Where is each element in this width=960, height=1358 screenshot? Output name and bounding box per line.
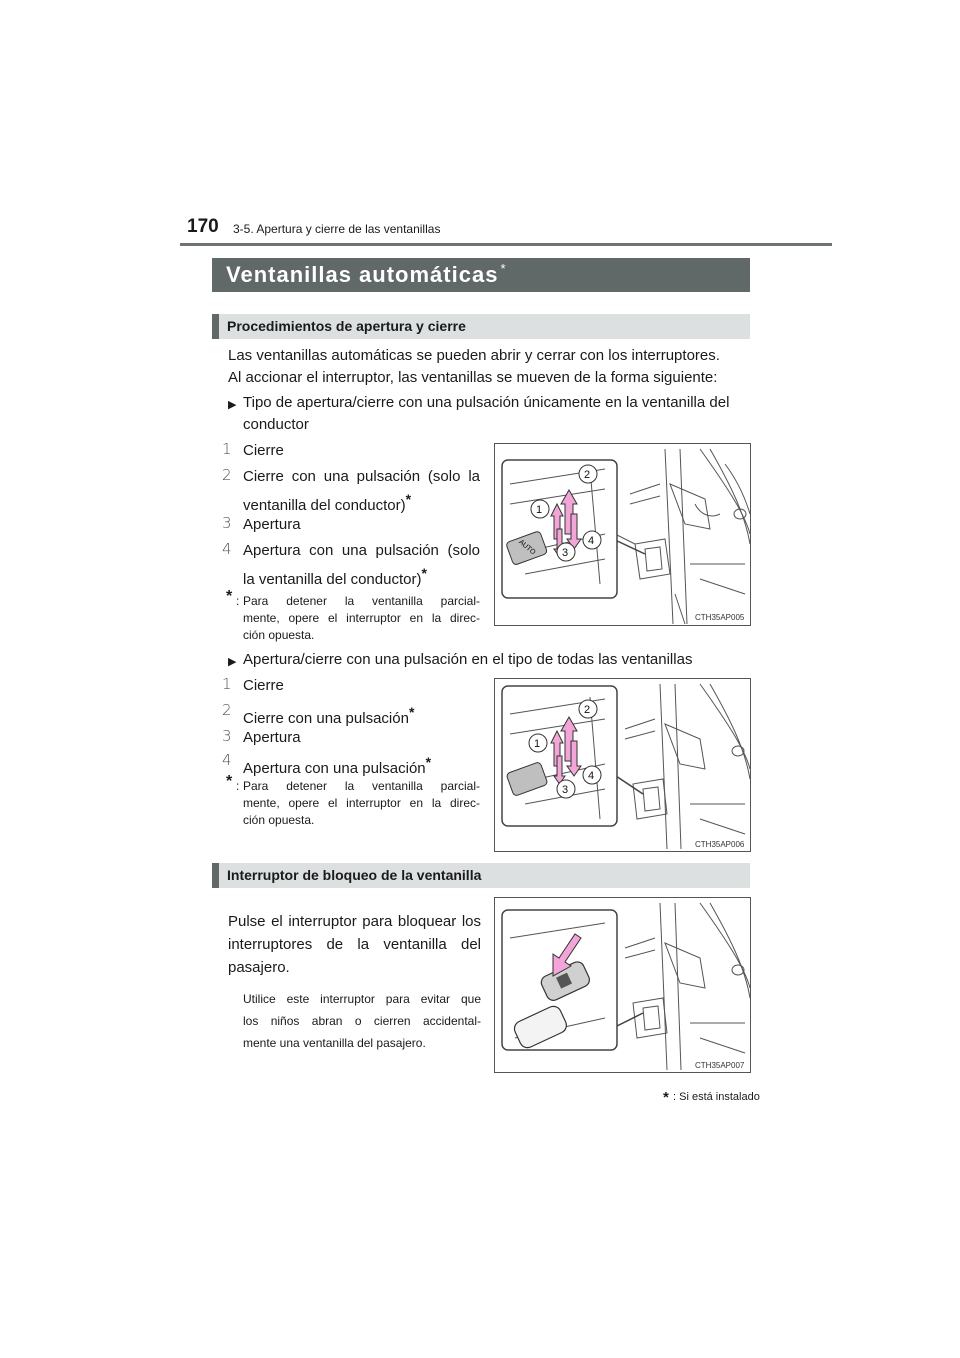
note-line: ción opuesta. xyxy=(243,628,315,642)
page-number: 170 xyxy=(187,216,219,237)
intro-line-1: Las ventanillas automáticas se pueden abrir y cerrar con los interruptores. xyxy=(228,347,720,364)
callout-1: 1 xyxy=(536,504,543,516)
lock-note-line: Utilice este interruptor para evitar que xyxy=(243,992,481,1006)
illustration-all-windows-switch xyxy=(494,678,751,852)
callout-2: 2 xyxy=(584,704,591,716)
footer-asterisk: * xyxy=(663,1089,669,1106)
list-item-text: Cierre con una pulsación xyxy=(243,710,409,727)
list-item-text-cont xyxy=(243,701,414,730)
bullet-1-line-2: conductor xyxy=(243,416,309,433)
note-colon: : xyxy=(236,594,240,608)
list-number: 2 xyxy=(222,466,232,484)
note-line: Para detener la ventanilla parcial- xyxy=(243,779,480,793)
list-item-text-cont xyxy=(243,751,431,780)
asterisk: * xyxy=(405,491,412,507)
lock-note-line: los niños abran o cierren accidental- xyxy=(243,1014,481,1028)
subsection-heading-procedures: Procedimientos de apertura y cierre xyxy=(212,314,750,339)
note-colon: : xyxy=(236,779,240,793)
callout-4: 4 xyxy=(588,770,595,782)
list-number: 2 xyxy=(222,701,232,719)
bullet-1-line-1: Tipo de apertura/cierre con una pulsación únicamente en la ventanilla del xyxy=(243,394,730,411)
illustration-svg xyxy=(495,444,750,625)
list-item-text-cont xyxy=(243,562,427,591)
asterisk: * xyxy=(421,565,427,581)
asterisk: * xyxy=(408,704,415,720)
section-title-text: Ventanillas automáticas xyxy=(226,262,499,287)
illustration-lock-switch xyxy=(494,897,751,1073)
bullet-triangle-icon: ▶ xyxy=(228,656,237,668)
list-item-text-cont xyxy=(243,488,411,517)
list-item-text: Apertura con una pulsación (solo xyxy=(243,542,480,559)
list-item-text: Apertura xyxy=(243,516,301,533)
subsection-heading-lock: Interruptor de bloqueo de la ventanilla xyxy=(212,863,750,888)
list-item-text: la ventanilla del conductor) xyxy=(243,571,422,588)
list-number: 1 xyxy=(222,675,232,693)
callout-1: 1 xyxy=(534,738,541,750)
list-item-text: Cierre xyxy=(243,677,284,694)
list-number: 4 xyxy=(222,540,232,558)
callout-4: 4 xyxy=(588,535,595,547)
list-item-text: ventanilla del conductor) xyxy=(243,497,406,514)
lock-note-line: mente una ventanilla del pasajero. xyxy=(243,1036,426,1050)
bullet-2: Apertura/cierre con una pulsación en el tipo de todas las ventanillas xyxy=(243,651,693,668)
lock-paragraph-line: pasajero. xyxy=(228,959,290,976)
list-item-text: Cierre xyxy=(243,442,284,459)
asterisk: * xyxy=(425,754,432,770)
bullet-triangle-icon: ▶ xyxy=(228,399,237,411)
lock-paragraph-line: Pulse el interruptor para bloquear los xyxy=(228,913,481,930)
note-line: mente, opere el interruptor en la direc- xyxy=(243,611,480,625)
note-asterisk: * xyxy=(226,588,233,605)
section-title xyxy=(212,258,750,292)
footer-note: : Si está instalado xyxy=(673,1091,760,1103)
list-item-text: Cierre con una pulsación (solo la xyxy=(243,468,480,485)
note-line: Para detener la ventanilla parcial- xyxy=(243,594,480,608)
list-item-text: Apertura con una pulsación xyxy=(243,760,426,777)
title-asterisk: * xyxy=(500,261,507,276)
intro-line-2: Al accionar el interruptor, las ventanillas se mueven de la forma siguiente: xyxy=(228,369,718,386)
image-code: CTH35AP007 xyxy=(695,1061,745,1070)
image-code: CTH35AP005 xyxy=(695,613,745,622)
list-number: 3 xyxy=(222,727,232,745)
illustration-svg xyxy=(495,679,750,851)
auto-label: AUTO xyxy=(517,538,537,557)
chapter-title: 3-5. Apertura y cierre de las ventanillas xyxy=(233,222,441,236)
callout-2: 2 xyxy=(584,469,591,481)
illustration-svg xyxy=(495,898,750,1072)
list-number: 3 xyxy=(222,514,232,532)
list-number: 1 xyxy=(222,440,232,458)
callout-3: 3 xyxy=(562,547,569,559)
note-line: ción opuesta. xyxy=(243,813,315,827)
image-code: CTH35AP006 xyxy=(695,840,745,849)
callout-3: 3 xyxy=(562,784,569,796)
lock-paragraph-line: interruptores de la ventanilla del xyxy=(228,936,481,953)
list-item-text: Apertura xyxy=(243,729,301,746)
illustration-driver-window-switch xyxy=(494,443,751,626)
note-asterisk: * xyxy=(226,773,233,790)
note-line: mente, opere el interruptor en la direc- xyxy=(243,796,480,810)
list-number: 4 xyxy=(222,751,232,769)
header-rule xyxy=(180,243,832,246)
